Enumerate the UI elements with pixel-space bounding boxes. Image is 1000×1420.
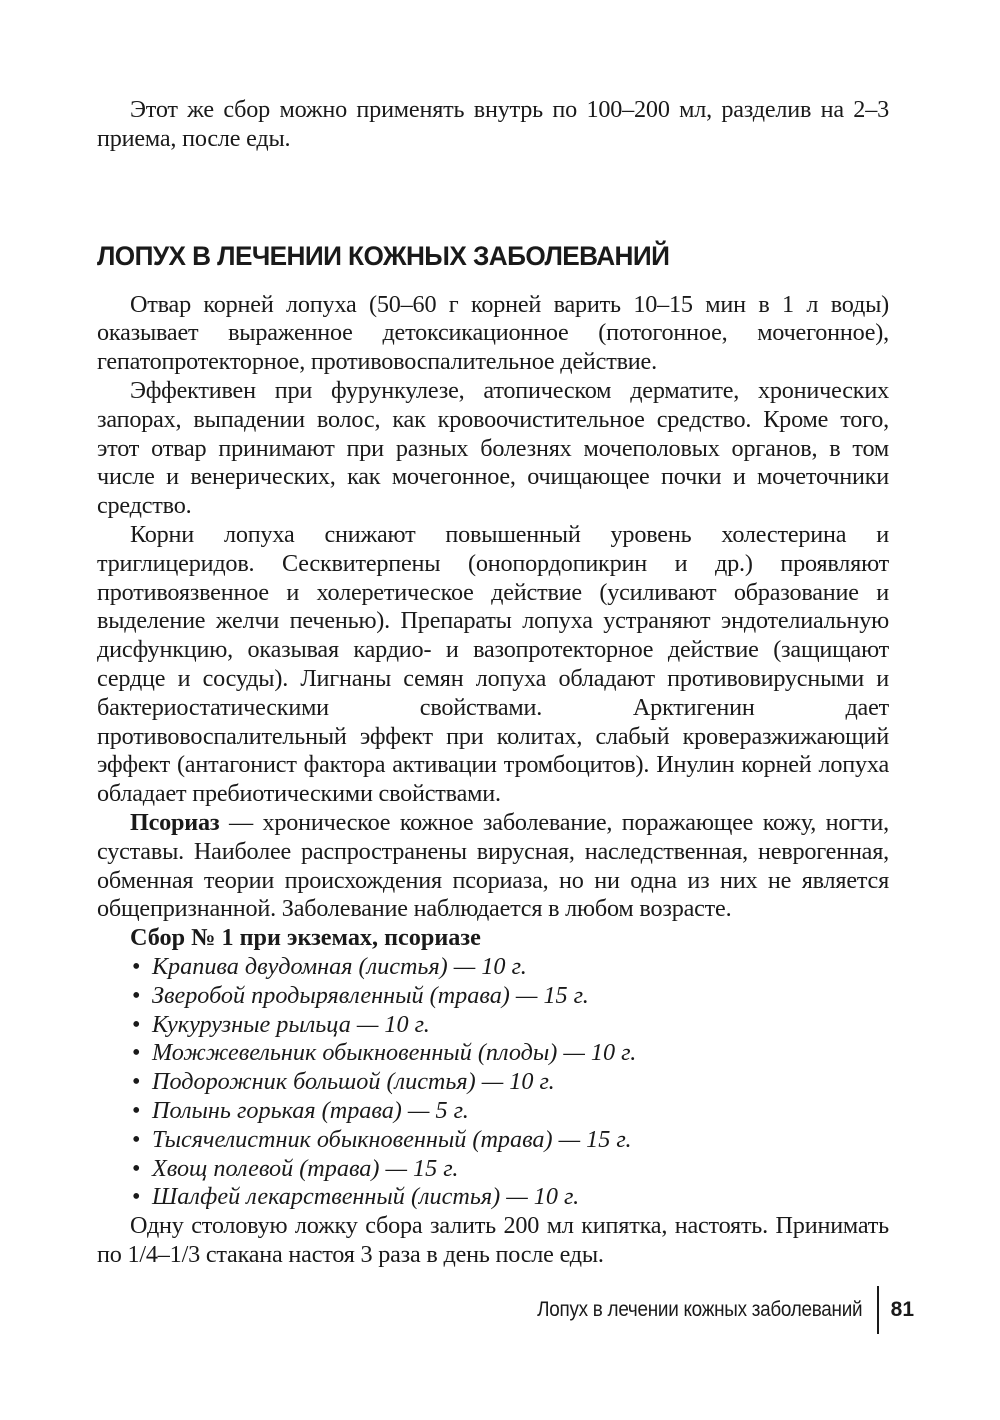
ingredient-text: Зверобой продырявленный (трава) — 15 г. (152, 981, 589, 1009)
ingredient-text: Полынь горькая (трава) — 5 г. (152, 1096, 469, 1124)
ingredient-text: Кукурузные рыльца — 10 г. (152, 1010, 430, 1038)
list-item (130, 982, 889, 1011)
running-title: Лопух в лечении кожных заболеваний (537, 1298, 863, 1321)
psoriasis-term: Псориаз (130, 808, 220, 836)
paragraph-psoriasis (97, 809, 889, 924)
bullet-icon: • (132, 981, 141, 1009)
list-item (130, 1011, 889, 1040)
section-heading: ЛОПУХ В ЛЕЧЕНИИ КОЖНЫХ ЗАБОЛЕВАНИЙ (97, 240, 670, 271)
bullet-icon: • (132, 1154, 141, 1182)
paragraph-pharmacology: Корни лопуха снижают повышенный уровень холестерина и триглицеридов. Сесквитерпены (онопордопикрин и др.) проявляют противоязвенное и холеретическое действие (усиливают образование и выделение желчи печенью). Препараты лопуха устраняют эндотелиальную дисфункцию, оказывая кардио- и вазопротекторное действие (защищают сердце и сосуды). Лигнаны семян лопуха обладают противовирусными и бактериостатическими свойствами. Арктигенин дает противовоспалительный эффект при колитах, слабый кроверазжижающий эффект (антагонист фактора активации тромбоцитов). Инулин корней лопуха обладает пребиотическими свойствами. (97, 520, 889, 808)
ingredient-text: Можжевельник обыкновенный (плоды) — 10 г. (152, 1039, 637, 1067)
intro-paragraph: Этот же сбор можно применять внутрь по 100–200 мл, разделив на 2–3 приема, после еды. (97, 96, 889, 152)
bullet-icon: • (132, 1068, 141, 1096)
list-item (130, 1155, 889, 1184)
bullet-icon: • (132, 1096, 141, 1124)
bullet-icon: • (132, 1183, 141, 1211)
ingredient-text: Подорожник большой (листья) — 10 г. (152, 1068, 555, 1096)
ingredient-text: Крапива двудомная (листья) — 10 г. (152, 952, 527, 980)
list-item (130, 1039, 889, 1068)
page-body (97, 96, 889, 1270)
list-item (130, 953, 889, 982)
list-item (130, 1097, 889, 1126)
paragraph-effectiveness: Эффективен при фурункулезе, атопическом дерматите, хронических запорах, выпадении волос, как кровоочистительное средство. Кроме того, этот отвар принимают при разных болезнях мочеполовых органов, в том числе и венерических, как мочегонное, очищающее почки и мочеточники средство. (97, 376, 889, 520)
psoriasis-definition: — хроническое кожное заболевание, поражающее кожу, ногти, суставы. Наиболее распространены вирусная, наследственная, неврогенная, обменная теории происхождения псориаза, но ни одна из них не является общепризнанной. Заболевание наблюдается в любом возрасте. (97, 808, 889, 923)
bullet-icon: • (132, 1010, 141, 1038)
page-footer (501, 1288, 914, 1332)
bullet-icon: • (132, 1039, 141, 1067)
ingredient-text: Шалфей лекарственный (листья) — 10 г. (152, 1183, 580, 1211)
list-item (130, 1126, 889, 1155)
recipe-title: Сбор № 1 при экземах, псориазе (130, 924, 481, 952)
bullet-icon: • (132, 1125, 141, 1153)
footer-divider (877, 1286, 879, 1334)
paragraph-decoction: Отвар корней лопуха (50–60 г корней варить 10–15 мин в 1 л воды) оказывает выраженное детоксикационное (потогонное, мочегонное), гепатопротекторное, противовоспалительное действие. (97, 290, 889, 376)
ingredient-list (97, 953, 889, 1212)
ingredient-text: Тысячелистник обыкновенный (трава) — 15 г. (152, 1125, 632, 1153)
page-number: 81 (890, 1298, 914, 1321)
list-item (130, 1183, 889, 1212)
bullet-icon: • (132, 952, 141, 980)
list-item (130, 1068, 889, 1097)
ingredient-text: Хвощ полевой (трава) — 15 г. (152, 1154, 459, 1182)
recipe-instructions: Одну столовую ложку сбора залить 200 мл кипятка, настоять. Принимать по 1/4–1/3 стакана настоя 3 раза в день после еды. (97, 1212, 889, 1268)
